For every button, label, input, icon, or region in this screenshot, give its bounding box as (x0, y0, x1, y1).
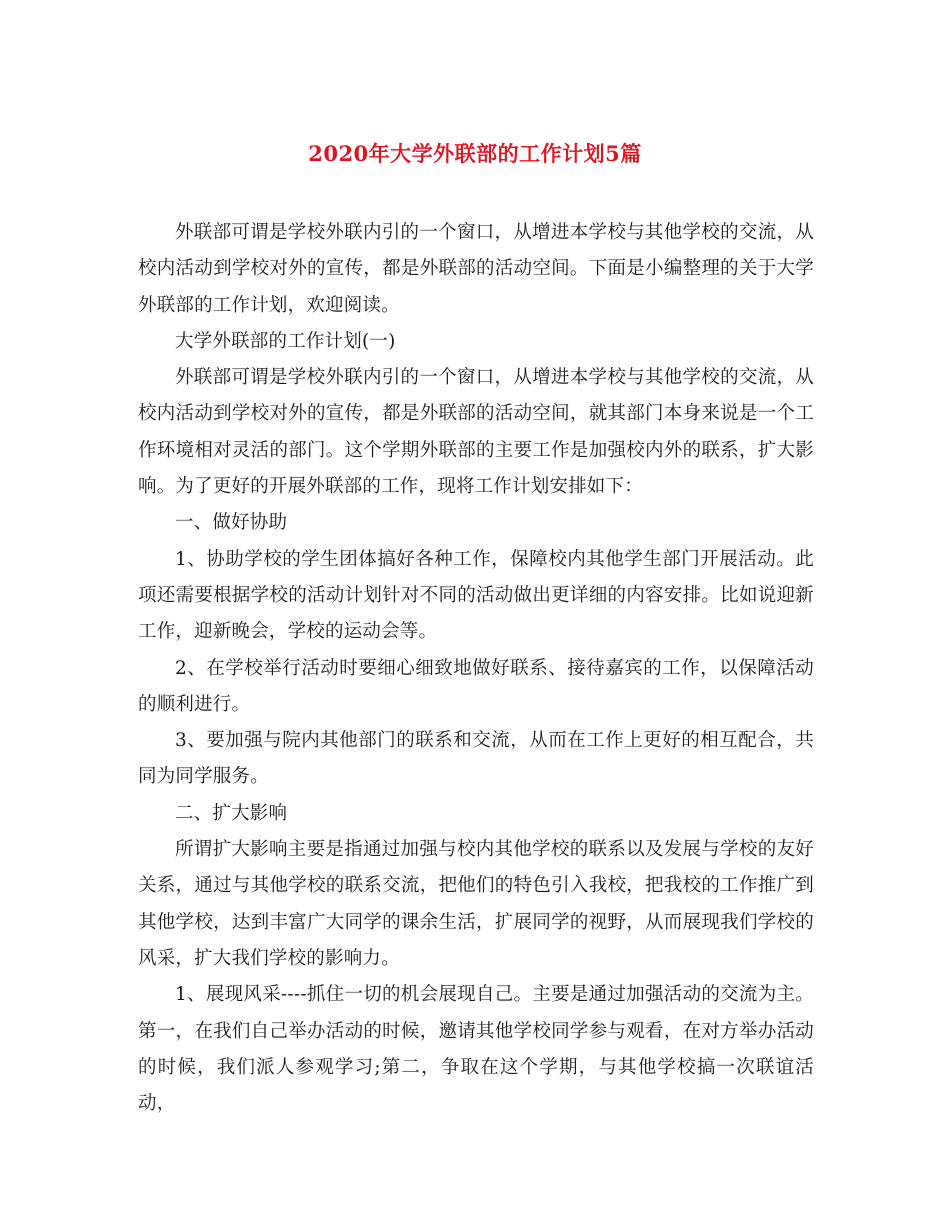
section-heading-assist: 一、做好协助 (175, 512, 288, 534)
intro-paragraph: 外联部可谓是学校外联内引的一个窗口，从增进本学校与其他学校的交流，从校内活动到学校对外的宣传，都是外联部的活动空间。下面是小编整理的关于大学外联部的工作计划，欢迎阅读。 (138, 222, 814, 316)
list-item-1: 1、展现风采----抓住一切的机会展现自己。主要是通过加强活动的交流为主。第一，在我们自己举办活动的时候，邀请其他学校同学参与观看，在对方举办活动的时候，我们派人参观学习;第二，争取在这个学期，与其他学校搞一次联谊活动， (138, 984, 814, 1115)
document-body (138, 215, 814, 1122)
section-heading-plan-one: 大学外联部的工作计划(一) (175, 330, 396, 352)
body-paragraph: 外联部可谓是学校外联内引的一个窗口，从增进本学校与其他学校的交流，从校内活动到学校对外的宣传，都是外联部的活动空间，就其部门本身来说是一个工作环境相对灵活的部门。这个学期外联部的主要工作是加强校内外的联系，扩大影响。为了更好的开展外联部的工作，现将工作计划安排如下： (138, 367, 814, 498)
list-item-2: 2、在学校举行活动时要细心细致地做好联系、接待嘉宾的工作，以保障活动的顺利进行。 (138, 657, 814, 715)
list-item-1: 1、协助学校的学生团体搞好各种工作，保障校内其他学生部门开展活动。此项还需要根据学校的活动计划针对不同的活动做出更详细的内容安排。比如说迎新工作，迎新晚会，学校的运动会等。 (138, 548, 814, 643)
list-item-3: 3、要加强与院内其他部门的联系和交流，从而在工作上更好的相互配合，共同为同学服务。 (138, 730, 814, 788)
document-title: 2020年大学外联部的工作计划5篇 (308, 141, 642, 166)
section-heading-influence: 二、扩大影响 (175, 802, 288, 824)
body-paragraph: 所谓扩大影响主要是指通过加强与校内其他学校的联系以及发展与学校的友好关系，通过与其他学校的联系交流，把他们的特色引入我校，把我校的工作推广到其他学校，达到丰富广大同学的课余生活，扩展同学的视野，从而展现我们学校的风采，扩大我们学校的影响力。 (138, 839, 814, 969)
